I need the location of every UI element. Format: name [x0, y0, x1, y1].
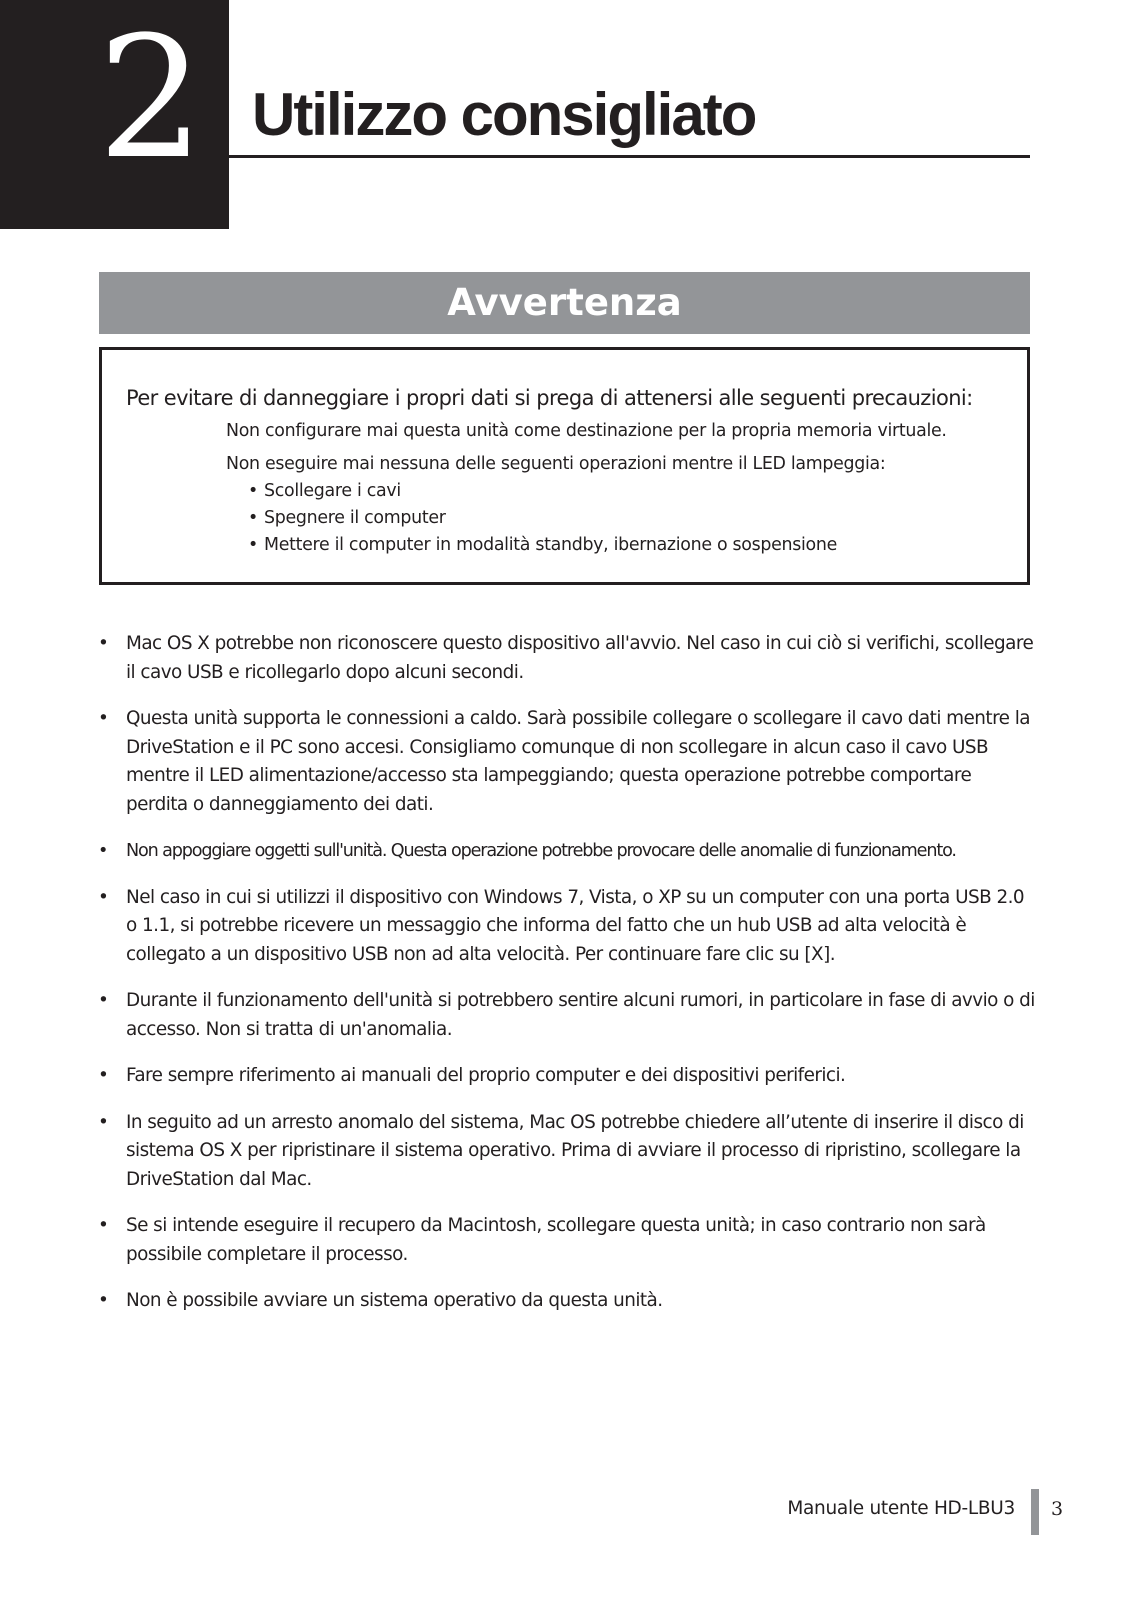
- note-text: Nel caso in cui si utilizzi il dispositivo con Windows 7, Vista, o XP su un computer con una porta USB 2.0 o 1.1, si potrebbe ricevere un messaggio che informa del fatto che un hub USB ad alta velocità è collegato a un dispositivo USB non ad alta velocità. Per continuare fare clic su [X].: [126, 886, 1025, 965]
- warning-sub-item-text: Mettere il computer in modalità standby, ibernazione o sospensione: [264, 535, 838, 555]
- note-text: In seguito ad un arresto anomalo del sistema, Mac OS potrebbe chiedere all’utente di inserire il disco di sistema OS X per ripristinare il sistema operativo. Prima di avviare il processo di ripristino, scollegare la DriveStation dal Mac.: [126, 1111, 1024, 1190]
- chapter-number: 2: [97, 0, 205, 196]
- warning-intro: Per evitare di danneggiare i propri dati si prega di attenersi alle seguenti precauzioni:: [126, 386, 973, 410]
- bullet-icon: •: [98, 1111, 109, 1133]
- list-item: [98, 705, 1038, 819]
- bullet-icon: •: [98, 841, 108, 861]
- chapter-title: Utilizzo consigliato: [252, 81, 756, 148]
- warning-sub-item: [248, 535, 837, 555]
- warning-sub-item-text: Spegnere il computer: [264, 508, 446, 528]
- notes-list: [98, 630, 1038, 1334]
- bullet-icon: •: [98, 1290, 109, 1311]
- page-number: 3: [1051, 1498, 1064, 1520]
- list-item: [98, 630, 1038, 687]
- warning-rule-led-blinking: Non eseguire mai nessuna delle seguenti operazioni mentre il LED lampeggia:: [226, 454, 886, 474]
- bullet-icon: •: [248, 508, 258, 528]
- list-item: [98, 1287, 1038, 1316]
- note-text: Non è possibile avviare un sistema operativo da questa unità.: [126, 1290, 663, 1311]
- chapter-number-block: [0, 0, 229, 229]
- footer-manual-label: Manuale utente HD-LBU3: [787, 1498, 1015, 1519]
- title-rule: [229, 155, 1030, 158]
- warning-heading: Avvertenza: [99, 272, 1030, 334]
- bullet-icon: •: [98, 1065, 109, 1086]
- list-item: [98, 837, 1038, 866]
- footer-divider: [1031, 1489, 1039, 1535]
- list-item: [98, 1212, 1038, 1269]
- bullet-icon: •: [98, 886, 109, 908]
- warning-box: [99, 347, 1030, 585]
- list-item: [98, 884, 1038, 970]
- warning-rule-virtual-memory: Non configurare mai questa unità come destinazione per la propria memoria virtuale.: [226, 421, 947, 441]
- note-text: Non appoggiare oggetti sull'unità. Questa operazione potrebbe provocare delle anomalie di funzionamento.: [126, 841, 956, 861]
- bullet-icon: •: [248, 481, 258, 501]
- note-text: Fare sempre riferimento ai manuali del proprio computer e dei dispositivi periferici.: [126, 1065, 846, 1086]
- note-text: Mac OS X potrebbe non riconoscere questo dispositivo all'avvio. Nel caso in cui ciò si verifichi, scollegare il cavo USB e ricollegarlo dopo alcuni secondi.: [126, 633, 1034, 683]
- note-text: Questa unità supporta le connessioni a caldo. Sarà possibile collegare o scollegare il cavo dati mentre la DriveStation e il PC sono accesi. Consigliamo comunque di non scollegare in alcun caso il cavo USB mentre il LED alimentazione/accesso sta lampeggiando; questa operazione potrebbe comportare perdita o danneggiamento dei dati.: [126, 708, 1031, 815]
- list-item: [98, 1109, 1038, 1195]
- bullet-icon: •: [98, 990, 109, 1011]
- warning-sub-item: [248, 481, 401, 501]
- note-text: Durante il funzionamento dell'unità si potrebbero sentire alcuni rumori, in particolare in fase di avvio o di accesso. Non si tratta di un'anomalia.: [126, 990, 1035, 1040]
- list-item: [98, 987, 1038, 1044]
- bullet-icon: •: [248, 535, 258, 555]
- warning-sub-item-text: Scollegare i cavi: [264, 481, 401, 501]
- bullet-icon: •: [98, 708, 109, 729]
- list-item: [98, 1062, 1038, 1091]
- bullet-icon: •: [98, 633, 109, 654]
- warning-sub-item: [248, 508, 446, 528]
- bullet-icon: •: [98, 1215, 109, 1236]
- note-text: Se si intende eseguire il recupero da Macintosh, scollegare questa unità; in caso contrario non sarà possibile completare il processo.: [126, 1215, 986, 1265]
